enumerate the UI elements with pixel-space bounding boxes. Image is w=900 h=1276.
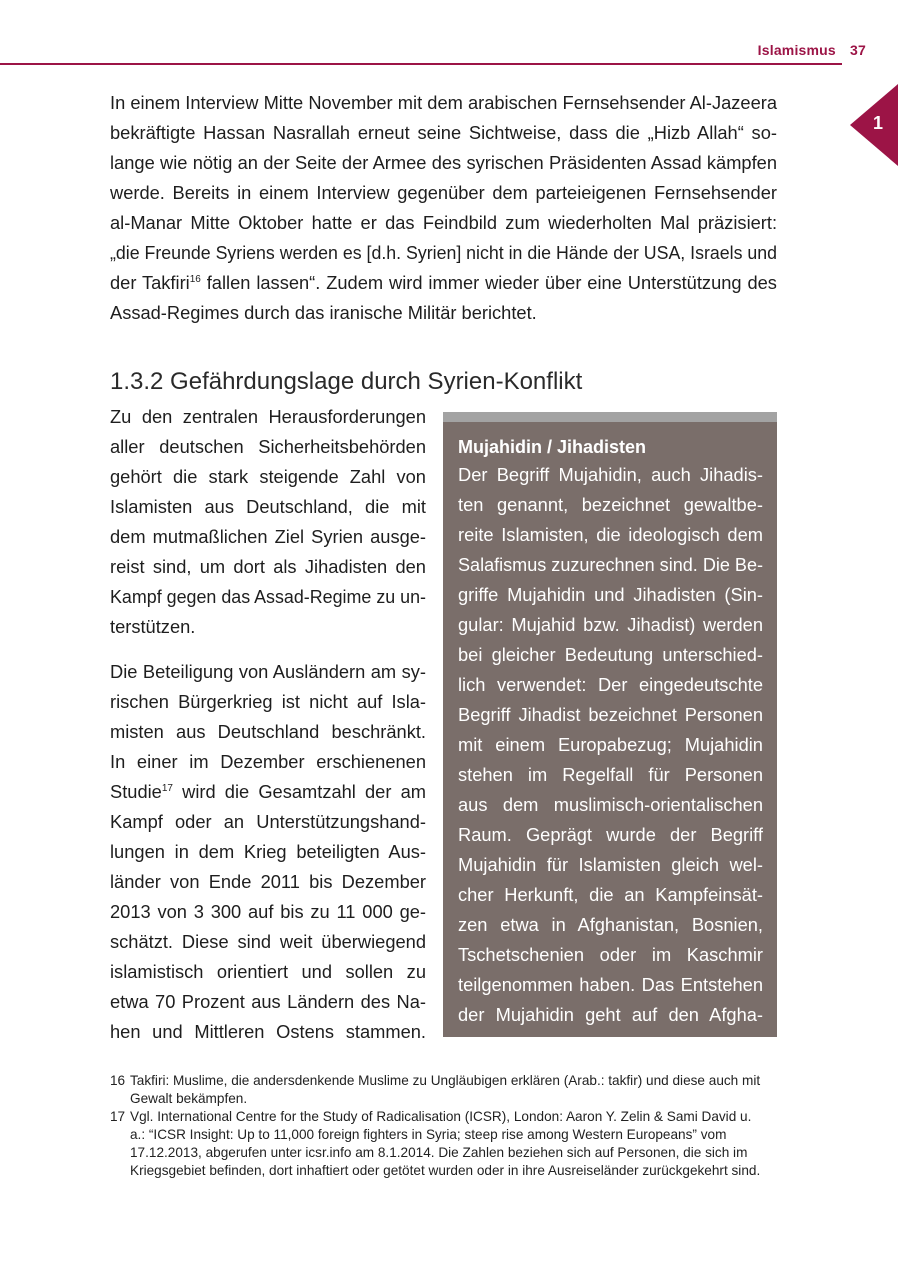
text-line: lange wie nötig an der Seite der Armee des syrischen Präsidenten Assad kämpfen: [110, 152, 778, 173]
footnote-text: Vgl. International Centre for the Study of Radicalisation (ICSR), London: Aaron Y. Zelin & Sami David u. a.: “ICSR Insight: Up to 11,000 foreign fighters in Syria; steep rise among Western Europeans” vom 17.12.2013, abgerufen unter icsr.info am 8.1.2014. Die Zahlen beziehen sich auf Personen, die sich im Kriegsgebiet befinden, dort inhaftiert oder getötet wurden oder in ihre Ausreiseländer zurückgekehrt sind.: [130, 1109, 761, 1178]
section-heading: 1.3.2 Gefährdungslage durch Syrien-Konflikt: [110, 368, 583, 395]
text-line: reite Islamisten, die ideologisch dem: [458, 524, 763, 545]
text-line: rischen Bürgerkrieg ist nicht auf Isla-: [110, 691, 427, 712]
text-line: länder von Ende 2011 bis Dezember: [110, 871, 426, 892]
text-line: aller deutschen Sicherheitsbehörden: [110, 436, 426, 457]
text-line: Die Beteiligung von Ausländern am sy-: [110, 661, 427, 682]
text-line: gehört die stark steigende Zahl von: [110, 466, 426, 487]
text-line: etwa 70 Prozent aus Ländern des Na-: [110, 991, 426, 1012]
text-line: al-Manar Mitte Oktober hatte er das Feindbild zum wiederholten Mal präzisiert:: [110, 212, 778, 233]
text-line: Salafismus zuzurechnen sind. Die Be-: [458, 554, 764, 575]
info-box-text: [458, 460, 763, 1030]
text-line: Mujahidin für Islamisten gleich wel-: [458, 854, 763, 875]
footnote-ref[interactable]: 16: [189, 273, 201, 285]
text-line: Der Begriff Mujahidin, auch Jihadis-: [458, 464, 764, 485]
info-box-title: Mujahidin / Jihadisten: [458, 437, 647, 457]
footnotes: [110, 1072, 770, 1180]
text-line: bekräftigte Hassan Nasrallah erneut seine Sichtweise, dass die „Hizb Allah“ so-: [110, 122, 777, 143]
text-line: Islamisten aus Deutschland, die mit: [110, 496, 426, 517]
text-line: werde. Bereits in einem Interview gegenüber dem parteieigenen Fernsehsender: [110, 182, 777, 203]
text-line: lungen in dem Krieg beteiligten Aus-: [110, 841, 426, 862]
chapter-number: 1: [873, 113, 884, 133]
intro-paragraph: [110, 88, 777, 328]
text-line: „die Freunde Syriens werden es [d.h. Syrien] nicht in die Hände der USA, Israels und: [110, 242, 778, 263]
left-column: [110, 402, 426, 1047]
text-line: Zu den zentralen Herausforderungen: [110, 406, 427, 427]
paragraph: [110, 657, 426, 1047]
text-line: [110, 777, 426, 807]
text-line: Begriff Jihadist bezeichnet Personen: [458, 704, 763, 725]
text-line: griffe Mujahidin und Jihadisten (Sin-: [458, 584, 764, 605]
text-line: gular: Mujahid bzw. Jihadist) werden: [458, 614, 763, 635]
text-line: Kampf oder an Unterstützungshand-: [110, 811, 426, 832]
footnote: [110, 1108, 770, 1180]
text-line: teilgenommen haben. Das Entstehen: [458, 974, 763, 995]
text: der Takfiri: [110, 272, 190, 293]
text-line: dem mutmaßlichen Ziel Syrien ausge-: [110, 526, 427, 547]
paragraph: [110, 402, 426, 642]
text-line: zen etwa in Afghanistan, Bosnien,: [458, 914, 764, 935]
text-line: 2013 von 3 300 auf bis zu 11 000 ge-: [110, 901, 426, 922]
text: fallen lassen“. Zudem wird immer wieder über eine Unterstützung des: [200, 272, 777, 293]
footnote-text: Takfiri: Muslime, die andersdenkende Muslime zu Ungläubigen erklären (Arab.: takfir) und diese auch mit Gewalt bekämpfen.: [130, 1073, 761, 1106]
text-line: hen und Mittleren Ostens stammen.: [110, 1021, 426, 1042]
text-line: Assad-Regimes durch das iranische Militär berichtet.: [110, 302, 537, 323]
footnote-ref[interactable]: 17: [161, 782, 173, 794]
text-line: aus dem muslimisch-orientalischen: [458, 794, 764, 815]
info-box-bar: [443, 412, 777, 422]
text-line: misten aus Deutschland beschränkt.: [110, 721, 426, 742]
text-line: schätzt. Diese sind weit überwiegend: [110, 931, 426, 952]
text-line: In einer im Dezember erschienenen: [110, 751, 426, 772]
text-line: islamistisch orientiert und sollen zu: [110, 961, 426, 982]
text: wird die Gesamtzahl der am: [172, 781, 426, 802]
footnote-number: 16: [110, 1073, 126, 1088]
running-header: [748, 42, 866, 58]
text-line: ten genannt, bezeichnet gewaltbe-: [458, 494, 763, 515]
text-line: mit einem Europabezug; Mujahidin: [458, 734, 763, 755]
header-rule: [0, 63, 842, 65]
text-line: der Mujahidin geht auf den Afgha-: [458, 1004, 764, 1025]
text-line: reist sind, um dort als Jihadisten den: [110, 556, 426, 577]
text-line: In einem Interview Mitte November mit dem arabischen Fernsehsender Al-Jazeera: [110, 92, 777, 113]
footnote-number: 17: [110, 1109, 126, 1124]
section-name: Islamismus: [757, 42, 836, 58]
text-line: cher Herkunft, die an Kampfeinsät-: [458, 884, 764, 905]
text: Studie: [110, 781, 162, 802]
text-line: bei gleicher Bedeutung unterschied-: [458, 644, 763, 665]
text-line: Raum. Geprägt wurde der Begriff: [458, 824, 764, 845]
text-line: stehen im Regelfall für Personen: [458, 764, 763, 785]
page-number: 37: [850, 42, 866, 58]
text-line: terstützen.: [110, 616, 196, 637]
info-box: [443, 412, 777, 1037]
text-line: Kampf gegen das Assad-Regime zu un-: [110, 586, 427, 607]
text-line: [110, 268, 777, 298]
text-line: Tschetschenien oder im Kaschmir: [458, 944, 763, 965]
footnote: [110, 1072, 770, 1108]
text-line: lich verwendet: Der eingedeutschte: [458, 674, 763, 695]
